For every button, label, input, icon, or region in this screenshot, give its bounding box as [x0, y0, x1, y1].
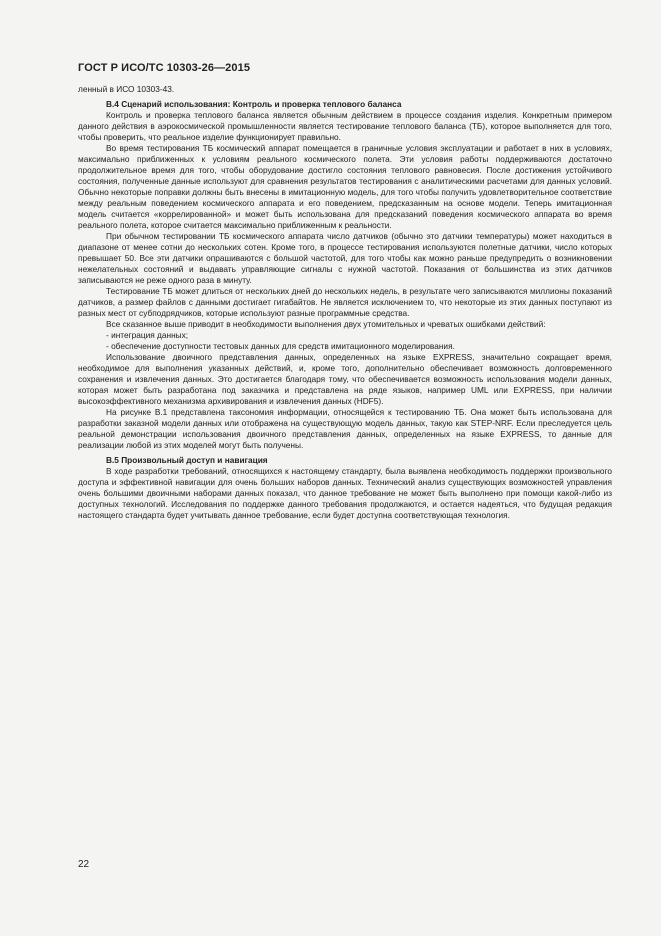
list-item: - обеспечение доступности тестовых данных для средств имитационного моделирования. [106, 341, 455, 351]
paragraph: Во время тестирования ТБ космический аппарат помещается в граничные условия эксплуатации и работает в них в условиях, максимально приближенных к условиям реального космического полета. Эти условия работы поддерживаются достаточно продолжительное время для того, чтобы оборудование достигло состояния теплового равновесия. После достижения устойчивого состояния, полученные данные используют для сравнения результатов тестирования с аналитическими расчетами для данных условий. Обычно некоторые поправки должны быть внесены в имитационную модель, для того чтобы получить удовлетворительное соответствие между реальным поведением космического аппарата и его поведением, предсказанным на основе модели. Теперь имитационная модель считается «коррелированной» и может быть использована для предсказаний поведения космического аппарата во время реального полета, которое считается максимально приближенным к реальности. [78, 143, 612, 230]
paragraph: В ходе разработки требований, относящихся к настоящему стандарту, была выявлена необходимость поддержки произвольного доступа и эффективной навигации для очень больших наборов данных. Технический анализ существующих возможностей управления очень большими двоичными наборами данных показал, что данное требование не может быть выполнено при помощи какой-либо из доступных технологий. Исследования по поддержке данного требования продолжаются, и остается надеяться, что будущая редакция настоящего стандарта будет учитывать данное требование, если будет доступна соответствующая технология. [78, 466, 612, 520]
paragraph: Контроль и проверка теплового баланса является обычным действием в процессе создания изделия. Конкретным примером данного действия в аэрокосмической промышленности является тестирование теплового баланса (ТБ), которое выполняется для того, чтобы проверить, что реальное изделие функционирует правильно. [78, 110, 612, 142]
continuation-line: ленный в ИСО 10303-43. [78, 84, 175, 94]
paragraph: Все сказанное выше приводит в необходимости выполнения двух утомительных и чреватых ошибками действий: [106, 319, 546, 329]
paragraph: Тестирование ТБ может длиться от нескольких дней до нескольких недель, в результате чего записываются миллионы показаний датчиков, а размер файлов с данными достигает гигабайтов. Не является исключением то, что некоторые из этих данных поступают из разных мест от субподрядчиков, которые используют разные программные средства. [78, 286, 612, 318]
section-heading-b5: В.5 Произвольный доступ и навигация [106, 455, 268, 465]
list-item: - интеграция данных; [106, 330, 189, 340]
document-header: ГОСТ Р ИСО/ТС 10303-26—2015 [78, 62, 251, 74]
page-number: 22 [78, 859, 90, 870]
document-body [78, 84, 612, 521]
paragraph: На рисунке В.1 представлена таксономия информации, относящейся к тестированию ТБ. Она может быть использована для разработки заказной модели данных или отображена на существующую модель данных, такую как STEP-NRF. Если преследуется цель реальной демонстрации использования двоичного представления данных, определенных на языке EXPRESS, то данные для реализации любой из этих моделей могут быть получены. [78, 407, 612, 450]
paragraph: Использование двоичного представления данных, определенных на языке EXPRESS, значительно сокращает время, необходимое для выполнения указанных действий, и, кроме того, дополнительно обеспечивает возможность долговременного сохранения и извлечения данных. Это достигается благодаря тому, что обеспечивается возможность использования модели данных, которая может быть разработана под заказчика и представлена на ряде языков, например UML или EXPRESS, при наличии высокоэффективного механизма архивирования и извлечения данных (HDF5). [78, 352, 612, 406]
paragraph: При обычном тестировании ТБ космического аппарата число датчиков (обычно это датчики температуры) может находиться в диапазоне от менее сотни до нескольких сотен. Кроме того, в процессе тестирования используются полетные датчики, число которых превышает 50. Все эти датчики опрашиваются с большой частотой, для того чтобы как можно раньше предупредить о возникновении нежелательных состояний и выдавать управляющие сигналы с нужной частотой. Показания от большинства из этих датчиков записываются не реже одного раза в минуту. [78, 231, 612, 285]
section-heading-b4: В.4 Сценарий использования: Контроль и проверка теплового баланса [106, 99, 402, 109]
